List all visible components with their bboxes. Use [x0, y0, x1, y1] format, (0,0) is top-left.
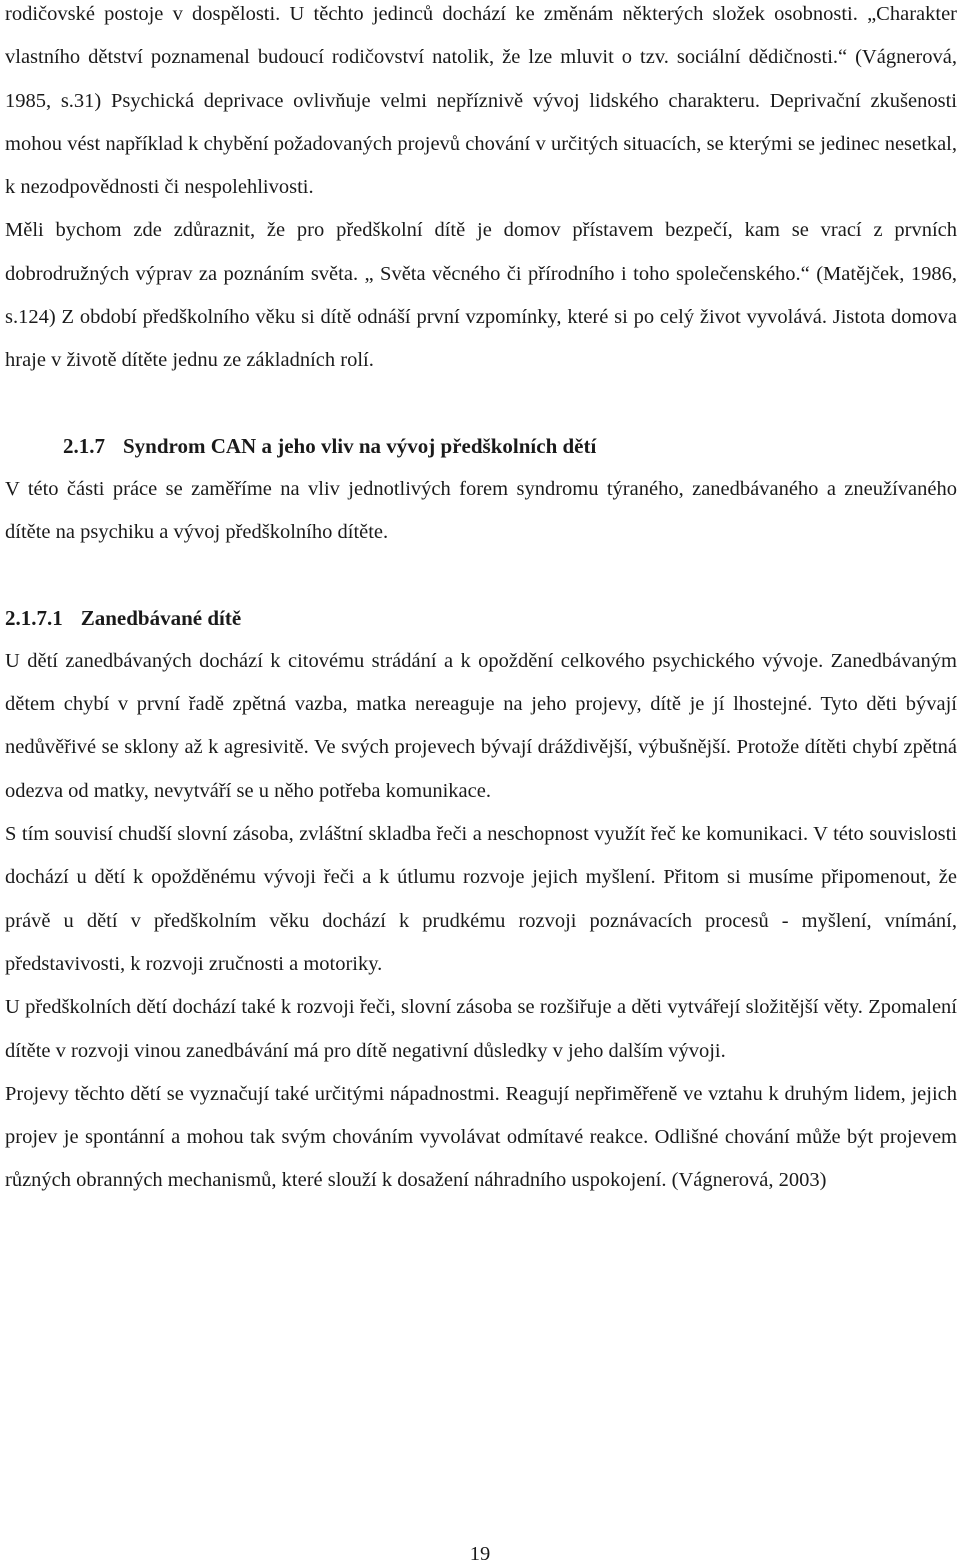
- page-number: 19: [469, 1543, 491, 1565]
- paragraph-neglect-4: Projevy těchto dětí se vyznačují také určitými nápadnostmi. Reagují nepřiměřeně ve vztahu k druhým lidem, jejich projev je spontánní a mohou tak svým chováním vyvolávat odmítavé reakce. Odlišné chování může být projevem různých obranných mechanismů, které slouží k dosažení náhradního uspokojení. (Vágnerová, 2003): [5, 1082, 957, 1192]
- paragraph-neglect-1: U dětí zanedbávaných dochází k citovému strádání a k opoždění celkového psychického vývoje. Zanedbávaným dětem chybí v první řadě zpětná vazba, matka nereaguje na jeho projevy, dítě je jí lhostejné. Tyto děti bývají nedůvěřivé se sklony až k agresivitě. Ve svých projevech bývají dráždivější, výbušnější. Protože dítěti chybí zpětná odezva od matky, nevytváří se u něho potřeba komunikace.: [5, 649, 957, 802]
- paragraph-neglect-3: U předškolních dětí dochází také k rozvoji řeči, slovní zásoba se rozšiřuje a děti vytvářejí složitější věty. Zpomalení dítěte v rozvoji vinou zanedbávání má pro dítě negativní důsledky v jeho dalším vývoji.: [5, 996, 957, 1062]
- document-page: [5, 0, 957, 1203]
- paragraph-deprivation: rodičovské postoje v dospělosti. U těchto jedinců dochází ke změnám některých složek osobnosti. „Charakter vlastního dětství poznamenal budoucí rodičovství natolik, že lze mluvit o tzv. sociální dědičnosti.“ (Vágnerová, 1985, s.31) Psychická deprivace ovlivňuje velmi nepříznivě vývoj lidského charakteru. Deprivační zkušenosti mohou vést například k chybění požadovaných projevů chování v určitých situacích, se kterými se jedinec nesetkal, k nezodpovědnosti či nespolehlivosti.: [5, 3, 957, 199]
- heading-section-2-1-7-1: [5, 597, 957, 640]
- heading-title: Zanedbávané dítě: [80, 605, 242, 630]
- heading-section-2-1-7: [5, 425, 957, 468]
- heading-number: 2.1.7: [63, 433, 105, 458]
- heading-title: Syndrom CAN a jeho vliv na vývoj předškolních dětí: [123, 433, 597, 458]
- paragraph-home-safety: Měli bychom zde zdůraznit, že pro předškolní dítě je domov přístavem bezpečí, kam se vrací z prvních dobrodružných výprav za poznáním světa. „ Světa věcného či přírodního i toho společenského.“ (Matějček, 1986, s.124) Z období předškolního věku si dítě odnáší první vzpomínky, které si po celý život vyvolává. Jistota domova hraje v životě dítěte jednu ze základních rolí.: [5, 219, 957, 372]
- paragraph-can-intro: V této části práce se zaměříme na vliv jednotlivých forem syndromu týraného, zanedbávaného a zneužívaného dítěte na psychiku a vývoj předškolního dítěte.: [5, 477, 957, 544]
- paragraph-neglect-2: S tím souvisí chudší slovní zásoba, zvláštní skladba řeči a neschopnost využít řeč ke komunikaci. V této souvislosti dochází u dětí k opožděnému vývoji řeči a k útlumu rozvoje jejich myšlení. Přitom si musíme připomenout, že právě u dětí v předškolním věku dochází k prudkému rozvoji poznávacích procesů - myšlení, vnímání, představivosti, k rozvoji zručnosti a motoriky.: [5, 823, 957, 975]
- heading-number: 2.1.7.1: [5, 605, 63, 630]
